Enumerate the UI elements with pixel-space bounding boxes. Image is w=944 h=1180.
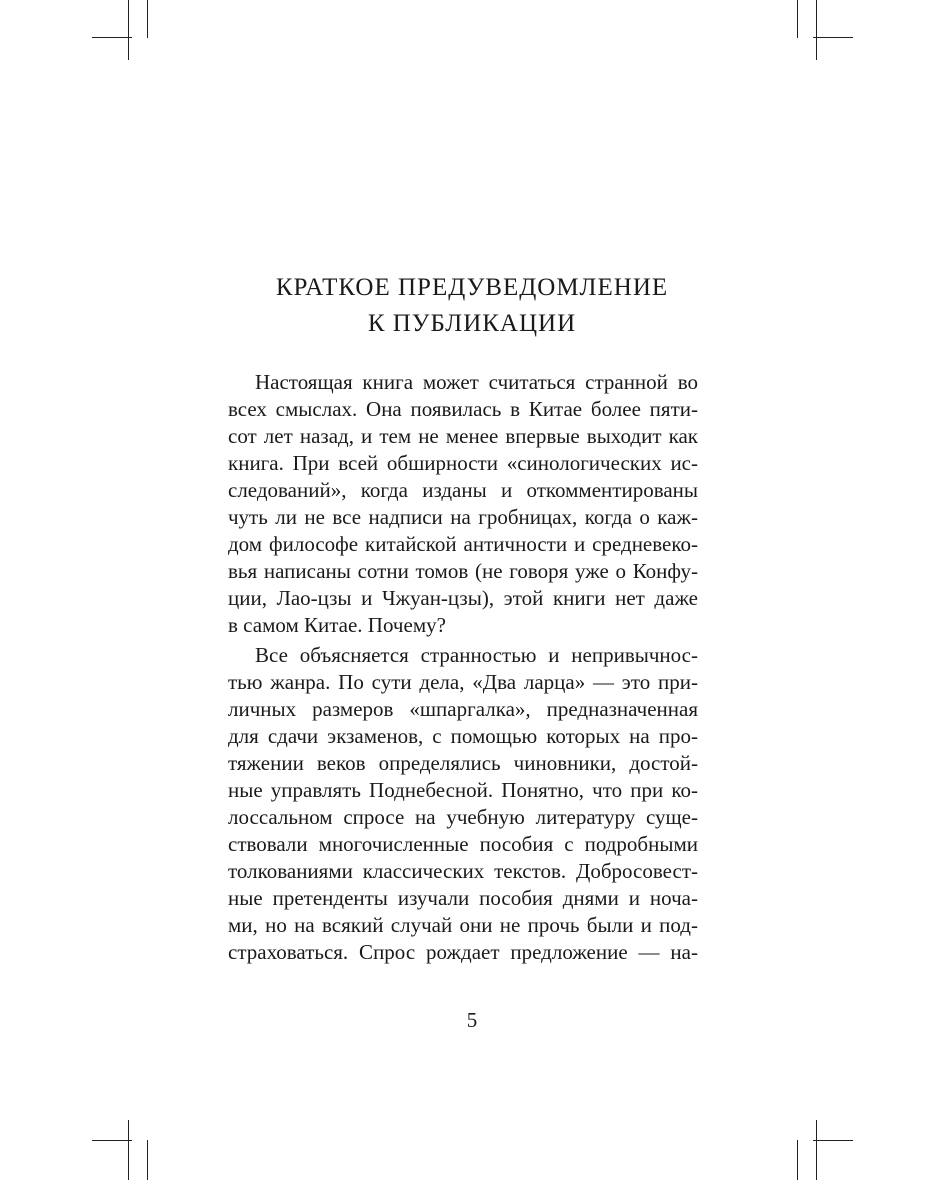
text-line: Все объясняется странностью и непривычнос- xyxy=(255,643,698,667)
text-line: ные претенденты изучали пособия днями и ноча- xyxy=(228,886,698,910)
text-line: Настоящая книга может считаться странной во xyxy=(255,370,698,394)
text-line: ствовали многочисленные пособия с подробными xyxy=(228,832,698,856)
chapter-title-line-2: К ПУБЛИКАЦИИ xyxy=(367,310,577,337)
text-line: ции, Лао-цзы и Чжуан-цзы), этой книги нет даже xyxy=(228,586,698,610)
text-line: толкованиями классических текстов. Добросовест- xyxy=(228,859,698,883)
text-line: тяжении веков определялись чиновники, достой- xyxy=(228,751,698,775)
text-line: лоссальном спросе на учебную литературу суще- xyxy=(228,805,698,829)
text-line: сот лет назад, и тем не менее впервые выходит как xyxy=(228,424,698,448)
text-line: книга. При всей обширности «синологических ис- xyxy=(228,451,698,475)
chapter-title-line-1: КРАТКОЕ ПРЕДУВЕДОМЛЕНИЕ xyxy=(275,274,669,301)
text-line: дом философе китайской античности и средневеко- xyxy=(228,532,698,556)
text-line: в самом Китае. Почему? xyxy=(228,613,446,637)
text-line: следований», когда изданы и откомментированы xyxy=(228,478,698,502)
page-number: 5 xyxy=(466,1008,478,1032)
text-line: тью жанра. По сути дела, «Два ларца» — это при- xyxy=(228,670,698,694)
text-line: чуть ли не все надписи на гробницах, когда о каж- xyxy=(228,505,698,529)
text-line: ми, но на всякий случай они не прочь были и под- xyxy=(228,913,698,937)
text-line: ные управлять Поднебесной. Понятно, что при ко- xyxy=(228,778,698,802)
text-line: всех смыслах. Она появилась в Китае более пяти- xyxy=(228,397,698,421)
text-line: для сдачи экзаменов, с помощью которых на про- xyxy=(228,724,698,748)
text-line: личных размеров «шпаргалка», предназначенная xyxy=(228,697,698,721)
text-line: страховаться. Спрос рождает предложение — на- xyxy=(228,940,698,964)
text-line: вья написаны сотни томов (не говоря уже о Конфу- xyxy=(228,559,698,583)
